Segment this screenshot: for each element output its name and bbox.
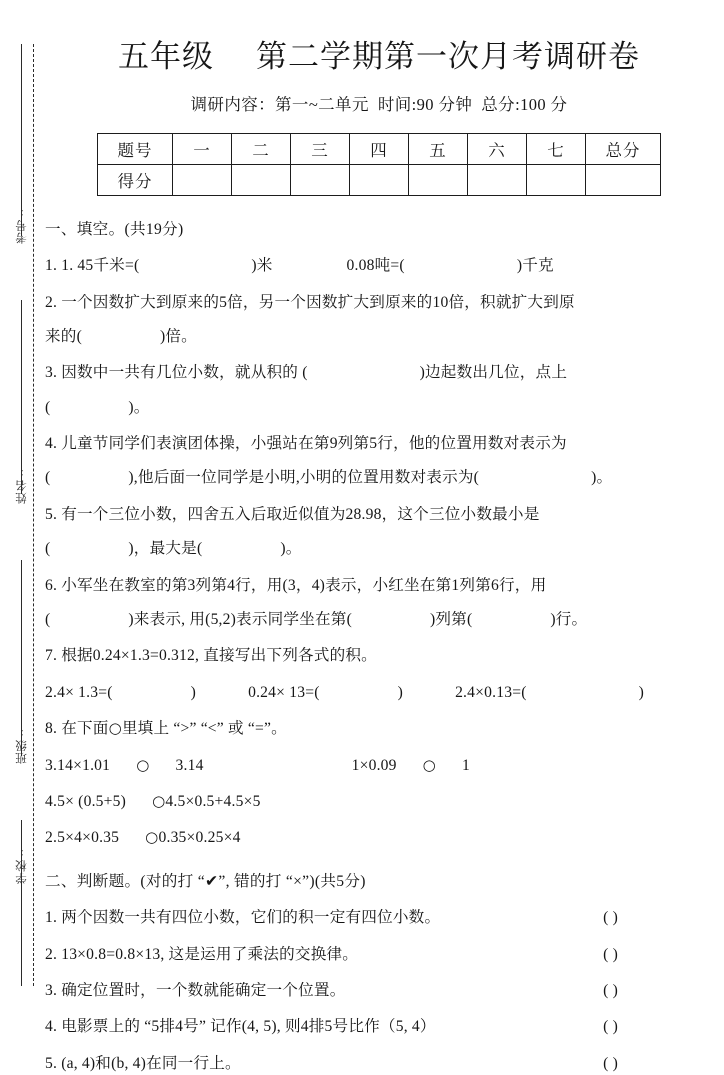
- seal-label-school: 学校:: [16, 846, 28, 884]
- circle-icon[interactable]: ○: [145, 828, 159, 847]
- question-1-2-line2: [45, 325, 706, 348]
- tf-question-4-text: 4. 电影票上的 “5排4号” 记作(4, 5), 则4排5号比作（5, 4）: [45, 1018, 436, 1036]
- q4-line2-c: )。: [591, 469, 613, 487]
- list-item: [45, 979, 706, 1002]
- question-1-7-items: [45, 681, 706, 704]
- q4-line2-b: ),他后面一位同学是小明,小明的位置用数对表示为(: [128, 469, 480, 487]
- q8-r1-right: 3.14: [175, 756, 204, 774]
- paper-subtitle: [34, 91, 724, 115]
- tf-question-5-text: 5. (a, 4)和(b, 4)在同一行上。: [45, 1054, 241, 1072]
- tf-question-4-answer[interactable]: ( ): [603, 1018, 618, 1036]
- q5-line2-b: )，最大是(: [128, 540, 203, 558]
- q3-line2-b: )。: [128, 398, 150, 416]
- question-1-8-row-3: [45, 826, 706, 849]
- score-table-col-5: 五: [409, 133, 468, 164]
- circle-icon: ○: [108, 719, 122, 738]
- q7-expr-3: 2.4×0.13=(: [455, 683, 527, 701]
- q8-stem-b: 里填上 “>” “<” 或 “=”。: [121, 720, 287, 738]
- seal-label-class: 班级:: [16, 726, 28, 764]
- q1-tail: )千克: [516, 257, 554, 275]
- score-cell-2[interactable]: [232, 164, 291, 195]
- score-table-col-4: 四: [350, 133, 409, 164]
- exam-sheet: [34, 0, 724, 1072]
- section-two-heading-b: ”, 错的打 “×”)(共5分): [218, 872, 366, 890]
- q7-close-3: ): [638, 683, 645, 701]
- tf-question-3-text: 3. 确定位置时，一个数就能确定一个位置。: [45, 981, 346, 999]
- table-row: [98, 133, 661, 164]
- question-1-8-row-1: [45, 754, 706, 777]
- q1-lead: 1. 1. 45千米=(: [45, 257, 140, 275]
- list-item: [45, 1052, 706, 1075]
- score-table-label-score: 得分: [98, 164, 173, 195]
- score-table-col-7: 七: [527, 133, 586, 164]
- score-cell-1[interactable]: [173, 164, 232, 195]
- question-1-4-line2: [45, 466, 706, 489]
- q5-line2-a: (: [45, 540, 51, 558]
- q7-close-1: ): [190, 683, 197, 701]
- question-1-3-line1: [45, 361, 706, 384]
- question-1-8-stem: [45, 717, 706, 740]
- seal-margin: [0, 0, 34, 1024]
- seal-label-name: 姓名:: [16, 466, 28, 504]
- section-one-heading: 一、填空。(共19分): [45, 220, 184, 238]
- q7-expr-1: 2.4× 1.3=(: [45, 683, 113, 701]
- subtitle-scope: 调研内容：第一~二单元: [190, 94, 369, 114]
- score-cell-6[interactable]: [468, 164, 527, 195]
- q1-second: 0.08吨=(: [346, 257, 405, 275]
- q8-r1-left2: 1×0.09: [351, 756, 397, 774]
- table-row: [98, 164, 661, 195]
- tf-question-1-answer[interactable]: ( ): [603, 909, 618, 927]
- subtitle-total: 总分:100 分: [481, 94, 568, 114]
- q2-line2-a: 来的(: [45, 327, 82, 345]
- q8-r2-left: 4.5× (0.5+5): [45, 793, 127, 810]
- score-table-col-1: 一: [173, 133, 232, 164]
- q6-line2-b: )来表示, 用(5,2)表示同学坐在第(: [128, 611, 352, 629]
- q8-stem-a: 8. 在下面: [45, 720, 109, 738]
- q8-r3-left: 2.5×4×0.35: [45, 829, 120, 847]
- page-title: [34, 0, 724, 77]
- score-table-wrapper: [34, 133, 724, 196]
- tf-question-1-text: 1. 两个因数一共有四位小数，它们的积一定有四位小数。: [45, 909, 441, 927]
- q8-r1-left: 3.14×1.01: [45, 756, 111, 774]
- score-cell-total[interactable]: [586, 164, 661, 195]
- q7-close-2: ): [397, 683, 404, 701]
- circle-icon[interactable]: ○: [422, 755, 436, 774]
- q2-line2-b: )倍。: [159, 327, 197, 345]
- q4-line2-a: (: [45, 469, 51, 487]
- question-1-7-stem: 7. 根据0.24×1.3=0.312, 直接写出下列各式的积。: [45, 647, 377, 665]
- section-two-heading: [45, 870, 706, 893]
- q8-r1-right2: 1: [461, 756, 470, 774]
- seal-solid-segment-2: [21, 300, 22, 494]
- question-1-1: [45, 254, 706, 277]
- question-1-5-line1: 5. 有一个三位小数，四舍五入后取近似值为28.98，这个三位小数最小是: [45, 505, 540, 523]
- score-table-col-2: 二: [232, 133, 291, 164]
- tf-question-2-answer[interactable]: ( ): [603, 945, 618, 963]
- q6-line2-a: (: [45, 611, 51, 629]
- q6-line2-c: )列第(: [430, 611, 473, 629]
- score-table-label-question-no: 题号: [98, 133, 173, 164]
- page-title-main: 第二学期第一次月考调研卷: [256, 39, 640, 74]
- score-cell-5[interactable]: [409, 164, 468, 195]
- score-cell-4[interactable]: [350, 164, 409, 195]
- check-icon: ✔: [204, 871, 219, 890]
- q7-expr-2: 0.24× 13=(: [248, 683, 320, 701]
- question-content: [34, 218, 724, 1075]
- score-cell-7[interactable]: [527, 164, 586, 195]
- q5-line2-c: )。: [280, 540, 302, 558]
- question-1-8-row-2: [45, 790, 706, 813]
- question-1-4-line1: 4. 儿童节同学们表演团体操，小强站在第9列第5行，他的位置用数对表示为: [45, 435, 567, 453]
- tf-question-3-answer[interactable]: ( ): [603, 981, 618, 999]
- question-1-2-line1: 2. 一个因数扩大到原来的5倍，另一个因数扩大到原来的10倍，积就扩大到原: [45, 293, 575, 311]
- q3-line2-a: (: [45, 398, 51, 416]
- question-1-3-line2: [45, 396, 706, 419]
- score-table: [97, 133, 661, 196]
- q1-mid: )米: [251, 257, 273, 275]
- score-cell-3[interactable]: [291, 164, 350, 195]
- q3-line1-b: )边起数出几位，点上: [419, 364, 568, 382]
- tf-question-5-answer[interactable]: ( ): [603, 1054, 618, 1072]
- q6-line2-d: )行。: [550, 611, 588, 629]
- seal-label-exam-number: 考号:: [16, 206, 28, 244]
- section-two-heading-a: 二、判断题。(对的打 “: [45, 872, 205, 890]
- question-1-5-line2: [45, 537, 706, 560]
- list-item: [45, 1015, 706, 1038]
- q8-r3-right: 0.35×0.25×4: [158, 829, 241, 847]
- question-1-6-line1: 6. 小军坐在教室的第3列第4行，用(3，4)表示，小红坐在第1列第6行，用: [45, 576, 547, 594]
- tf-question-2-text: 2. 13×0.8=0.8×13, 这是运用了乘法的交换律。: [45, 945, 359, 963]
- question-1-6-line2: [45, 608, 706, 631]
- score-table-col-total: 总分: [586, 133, 661, 164]
- list-item: [45, 906, 706, 929]
- list-item: [45, 943, 706, 966]
- subtitle-time: 时间:90 分钟: [377, 94, 473, 114]
- page-title-grade: 五年级: [118, 39, 214, 74]
- score-table-col-3: 三: [291, 133, 350, 164]
- seal-solid-segment-4: [21, 820, 22, 986]
- score-table-col-6: 六: [468, 133, 527, 164]
- q8-r2-right: 4.5×0.5+4.5×5: [165, 793, 261, 810]
- q3-line1-a: 3. 因数中一共有几位小数，就从积的 (: [45, 364, 308, 382]
- circle-icon[interactable]: ○: [152, 792, 166, 810]
- circle-icon[interactable]: ○: [136, 755, 150, 774]
